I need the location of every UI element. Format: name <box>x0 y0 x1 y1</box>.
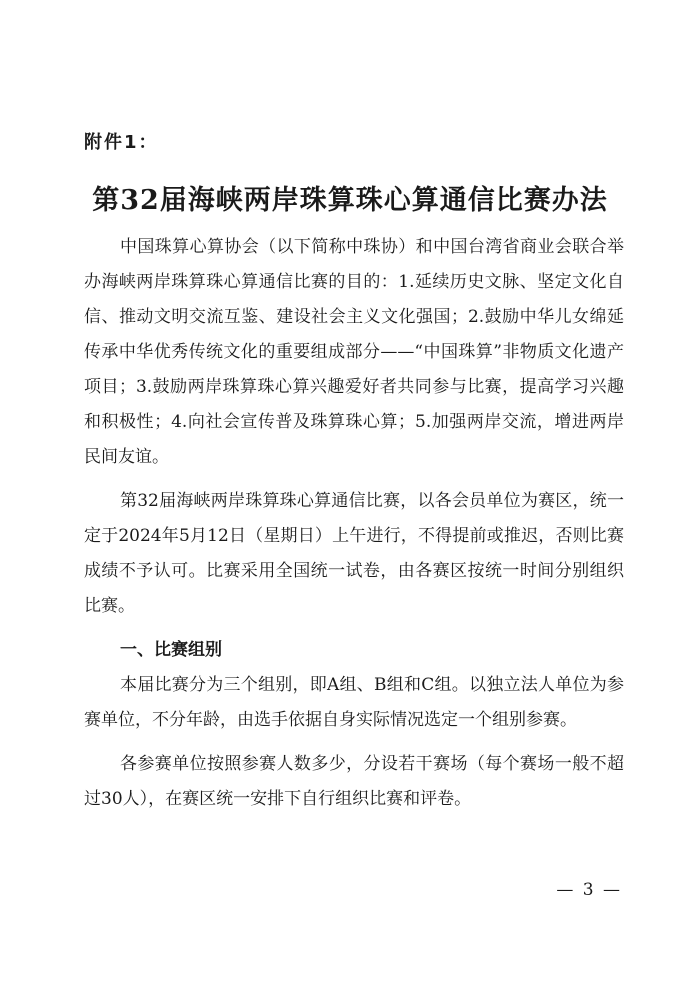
paragraph-groups: 本届比赛分为三个组别，即A组、B组和C组。以独立法人单位为参赛单位，不分年龄，由选手依据自身实际情况选定一个组别参赛。 <box>84 675 624 730</box>
document-title: 第32届海峡两岸珠算珠心算通信比赛办法 <box>92 185 608 216</box>
paragraph-schedule: 第32届海峡两岸珠算珠心算通信比赛，以各会员单位为赛区，统一定于2024年5月12日（星期日）上午进行，不得提前或推迟，否则比赛成绩不予认可。比赛采用全国统一试卷，由各赛区按统一时间分别组织比赛。 <box>84 491 624 616</box>
paragraph-venues: 各参赛单位按照参赛人数多少，分设若干赛场（每个赛场一般不超过30人），在赛区统一安排下自行组织比赛和评卷。 <box>84 754 624 809</box>
paragraph-purpose: 中国珠算心算协会（以下简称中珠协）和中国台湾省商业会联合举办海峡两岸珠算珠心算通信比赛的目的：1.延续历史文脉、坚定文化自信、推动文明交流互鉴、建设社会主义文化强国；2.鼓励中华儿女绵延传承中华优秀传统文化的重要组成部分——“中国珠算”非物质文化遗产项目；3.鼓励两岸珠算珠心算兴趣爱好者共同参与比赛，提高学习兴趣和积极性；4.向社会宣传普及珠算珠心算；5.加强两岸交流，增进两岸民间友谊。 <box>84 237 624 467</box>
page-number: — 3 — <box>556 880 622 900</box>
attachment-label: 附件1： <box>84 132 159 153</box>
document-body <box>84 230 624 817</box>
section-heading-groups: 一、比赛组别 <box>120 640 222 660</box>
